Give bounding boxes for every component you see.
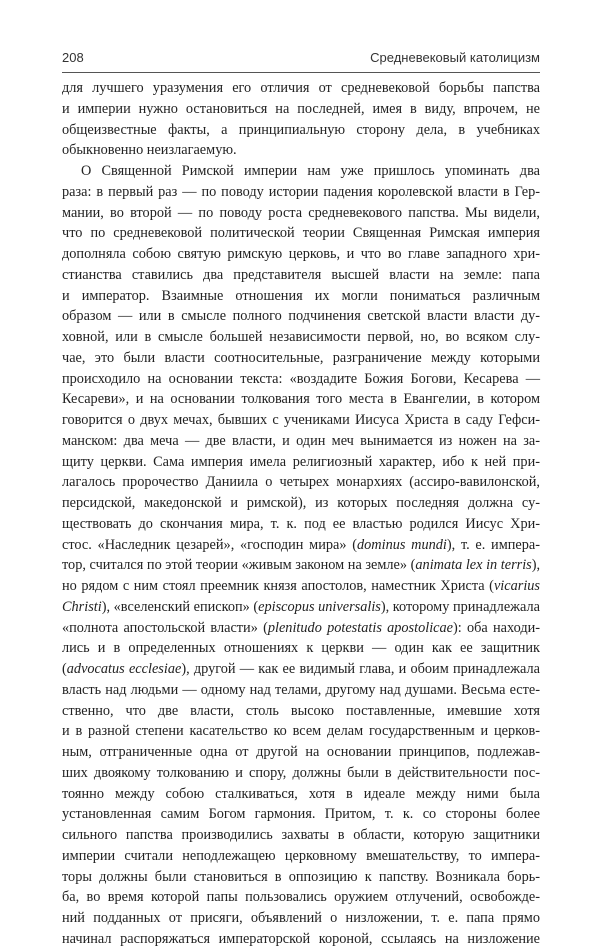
text-line: для лучшего уразумения его отличия от средневековой борьбы папства <box>62 80 540 96</box>
text-line: лагалось пророчество Даниила о четырех монархиях (ассиро-вавилонской, <box>62 474 540 491</box>
text-line: сильного папства производились захваты в области, которую защитники <box>62 827 540 843</box>
text-line: торы должны были становиться в оппозицию к папству. Возникала борь- <box>62 868 540 885</box>
text-line: мании, во второй — по поводу роста средневекового папства. Мы видели, <box>62 204 540 221</box>
text-line: говорится о двух мечах, бывших с учениками Иисуса Христа в саду Гефси- <box>62 412 540 428</box>
header-rule <box>62 72 540 73</box>
text-line: ших двоякому толкованию и спору, должны были в действительности пос- <box>62 764 540 781</box>
latin-term: vicarius <box>493 578 540 594</box>
text-line: щиту церкви. Сама империя имела религиозный характер, ибо к ней при- <box>62 453 540 470</box>
page-number: 208 <box>62 50 84 65</box>
text-line: и империи нужно остановиться на последней, имея в виду, впрочем, не <box>62 100 540 117</box>
text-line: Christi), «вселенский епископ» (episcopus universalis), которому принадлежала <box>62 598 540 615</box>
text-line: установленная самим Богом гармония. Притом, т. к. со стороны более <box>62 806 540 823</box>
text-line: персидской, македонской и римской), из которых последняя должна су- <box>62 495 540 511</box>
text-line: манском: два меча — две власти, и один меч вынимается из ножен на за- <box>62 432 540 449</box>
text-line: тор, считался по этой теории «живым законом на земле» (animata lex in terris), <box>62 557 541 574</box>
text-line: ба, во время которой папы пользовались оружием отлучений, освобожде- <box>62 889 540 906</box>
text-line: ний подданных от присяги, объявлений о низложении, т. е. папа прямо <box>62 910 540 926</box>
text-line: чае, это были власти соотносительные, разграничение между которыми <box>62 349 540 366</box>
text-line: ществовать до скончания мира, т. к. под ее властью родился Иисус Хри- <box>62 515 540 532</box>
text-line: что по средневековой политической теории Священная Римская империя <box>62 225 540 242</box>
text-line: и в разной степени касательство ко всем делам государственным и церков- <box>62 723 540 740</box>
latin-term: advocatus ecclesiae <box>66 661 182 677</box>
text-line: ственно, что две власти, столь высоко поставленные, имевшие хотя <box>62 702 540 719</box>
text-line: образом — или в смысле полного подчинения светской власти власти ду- <box>62 308 540 325</box>
text-line: ховной, или в смысле большей независимости первой, но, во всяком слу- <box>62 329 540 345</box>
text-line: происходило на основании текста: «воздадите Божия Богови, Кесарева — <box>62 370 540 387</box>
text-line: власть над людьми — одному над телами, другому над душами. Весьма есте- <box>62 681 540 698</box>
text-line: общеизвестные факты, а принципиальную сторону дела, в учебниках <box>62 121 540 138</box>
body-text <box>62 78 540 950</box>
running-header <box>62 50 540 72</box>
text-line: и император. Взаимные отношения их могли пониматься различным <box>62 287 540 304</box>
latin-term: animata lex in terris <box>415 557 532 574</box>
latin-term: plenitudo potestatis apostolicae <box>267 619 454 636</box>
text-line: стианства ставились два представителя высшей власти на земле: папа <box>62 266 540 283</box>
running-title: Средневековый католицизм <box>370 50 540 65</box>
text-line: империи считали неподлежащею церковному вмешательству, то импера- <box>62 847 540 864</box>
text-line: обыкновенно неизлагаемую. <box>62 142 237 159</box>
text-line: раза: в первый раз — по поводу истории падения королевской власти в Гер- <box>62 183 540 200</box>
text-line: начинал распоряжаться императорской короной, ссылаясь на низложение <box>62 930 540 947</box>
latin-term: dominus mundi <box>356 536 447 553</box>
text-line: (advocatus ecclesiae), другой — как ее видимый глава, и обоим принадлежала <box>62 661 540 677</box>
text-line: О Священной Римской империи нам уже пришлось упоминать два <box>81 163 540 179</box>
text-line: стос. «Наследник цезарей», «господин мира» (dominus mundi), т. е. импера- <box>62 536 540 553</box>
text-line: тоянно между собою сталкиваться, хотя в идеале между ними была <box>62 785 540 802</box>
text-line: дополняла собою святую римскую церковь, и что во главе западного хри- <box>62 246 540 262</box>
text-line: лись и в определенных отношениях к церкви — один как ее защитник <box>62 640 540 657</box>
latin-term: episcopus universalis <box>258 598 381 615</box>
text-line: Кесареви», и на основании толкования того места в Евангелии, в котором <box>62 391 540 408</box>
text-line: но рядом с ним стоял преемник князя апостолов, наместник Христа (vicarius <box>62 578 540 594</box>
text-line: ным, отграниченные одна от другой на основании принципов, подлежав- <box>62 744 540 760</box>
latin-term: Christi <box>62 598 102 615</box>
text-line: «полнота апостольской власти» (plenitudo potestatis apostolicae): оба находи- <box>62 619 541 636</box>
